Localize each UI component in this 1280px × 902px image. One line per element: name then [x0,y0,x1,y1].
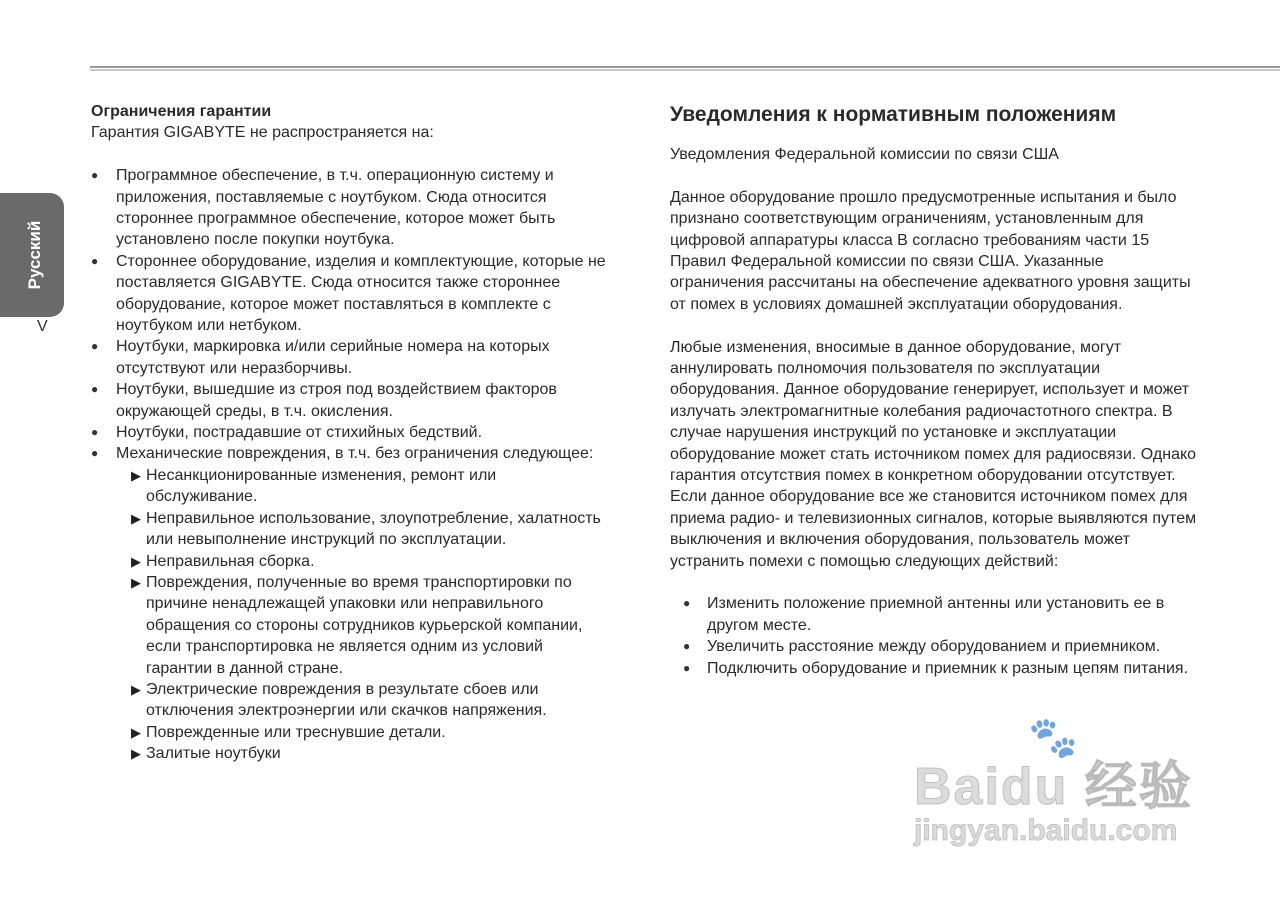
fcc-paragraph-1: Данное оборудование прошло предусмотренные испытания и было признано соответствующим ограничениям, установленным для цифровой аппаратуры класса B согласно требованиям части 15 Правил Федеральной комиссии по связи США. Указанные ограничения рассчитаны на обеспечение адекватного уровня защиты от помех в условиях домашней эксплуатации оборудования. [670,188,1191,313]
right-column [670,101,1200,679]
list-item [91,443,611,764]
list-item: ● Увеличить расстояние между оборудованием и приемником. [670,636,1200,657]
sub-list-item: ▶ Неправильное использование, злоупотребление, халатность или невыполнение инструкций по эксплуатации. [131,508,611,551]
warranty-limits-title: Ограничения гарантии [91,103,272,120]
list-item: ● Ноутбуки, вышедшие из строя под воздействием факторов окружающей среды, в т.ч. окисления. [91,379,611,422]
list-item: ● Стороннее оборудование, изделия и комплектующие, которые не поставляется GIGABYTE. Сюда относится также стороннее оборудование, которое может поставляться в комплекте с ноутбуком или нетбуком. [91,251,611,337]
sub-list-item: ▶ Поврежденные или треснувшие детали. [131,722,611,743]
list-item: ● Ноутбуки, пострадавшие от стихийных бедствий. [91,422,611,443]
paw-icon: 🐾 [1028,716,1078,760]
sub-list-item: ▶ Неправильная сборка. [131,551,611,572]
list-item: ● Ноутбуки, маркировка и/или серийные номера на которых отсутствуют или неразборчивы. [91,336,611,379]
list-item: ● Программное обеспечение, в т.ч. операционную систему и приложения, поставляемые с ноутбуком. Сюда относится стороннее программное обеспечение, которое может быть установлено после покупки ноутбука. [91,165,611,251]
sub-list-item: ▶ Несанкционированные изменения, ремонт или обслуживание. [131,465,611,508]
regulatory-notices-heading: Уведомления к нормативным положениям [670,103,1117,126]
fcc-subheading: Уведомления Федеральной комиссии по связи США [670,146,1059,163]
list-item: ● Подключить оборудование и приемник к разным цепям питания. [670,658,1200,679]
warranty-exclusions-list [91,165,611,764]
baidu-watermark [908,714,1208,864]
watermark-url-text: jingyan.baidu.com [914,814,1178,847]
list-item: ● Изменить положение приемной антенны или установить ее в другом месте. [670,593,1200,636]
left-column [91,101,611,765]
language-tab-label: Русский [25,220,44,290]
sub-list-item: ▶ Залитые ноутбуки [131,743,611,764]
interference-remedies-list [670,593,1200,679]
sub-list-item: ▶ Электрические повреждения в результате сбоев или отключения электроэнергии или скачков напряжения. [131,679,611,722]
list-item-text: Механические повреждения, в т.ч. без ограничения следующее: [116,445,594,463]
fcc-paragraph-2: Любые изменения, вносимые в данное оборудование, могут аннулировать полномочия пользователя по эксплуатации оборудования. Данное оборудование генерирует, использует и может излучать электромагнитные колебания радиочастотного спектра. В случае нарушения инструкций по установке и эксплуатации оборудование может стать источником помех для радиосвязи. Однако гарантия отсутствия помех в конкретном оборудовании отсутствует. Если данное оборудование все же становится источником помех для приема радио- и телевизионных сигналов, которые выявляются путем выключения и включения оборудования, пользователь может устранить помехи с помощью следующих действий: [670,338,1197,570]
header-rule [90,66,1280,71]
sub-list-item: ▶ Повреждения, полученные во время транспортировки по причине ненадлежащей упаковки или неправильного обращения со стороны сотрудников курьерской компании, если транспортировка не является одним из условий гарантии в данной стране. [131,572,611,679]
watermark-main-text: Baidu 经验 [914,758,1193,816]
page-number: V [37,318,48,335]
warranty-intro: Гарантия GIGABYTE не распространяется на: [91,124,434,142]
mechanical-damage-sublist [116,465,611,765]
